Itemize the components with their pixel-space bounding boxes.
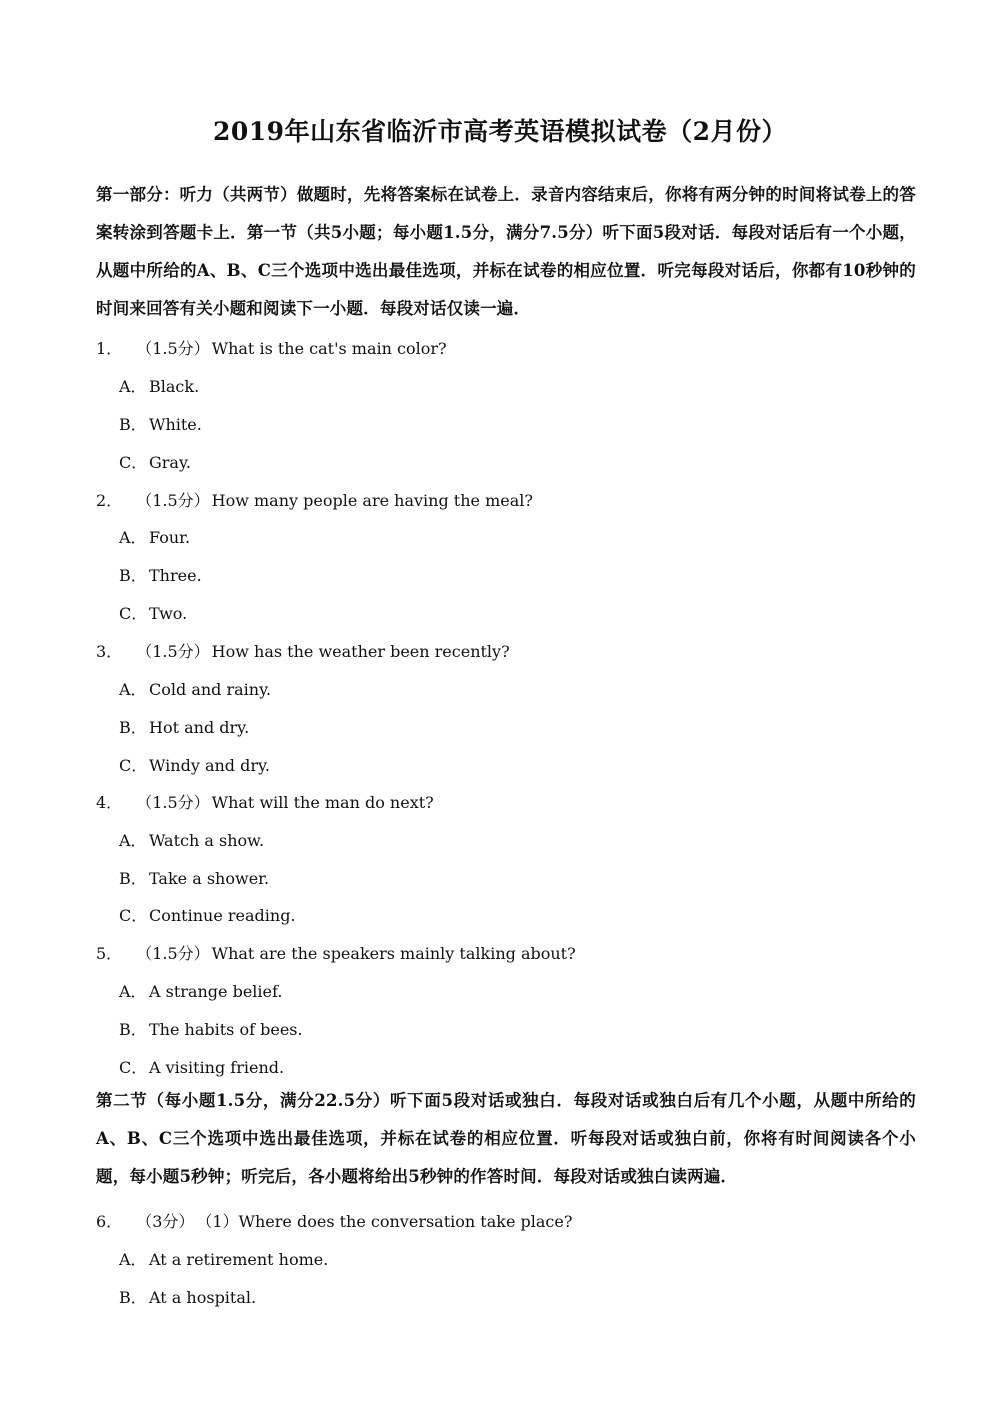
option-text: The habits of bees.: [149, 1020, 303, 1039]
question-score: （1.5分）: [136, 491, 210, 510]
option-text: Watch a show.: [149, 831, 265, 850]
question-stem: What are the speakers mainly talking about?: [211, 944, 576, 963]
question-2-option-b: [119, 563, 202, 586]
question-1-option-a: [119, 374, 199, 397]
question-4-option-c: [119, 903, 296, 926]
question-4-option-a: [119, 828, 264, 851]
option-letter: A．: [119, 528, 147, 547]
question-stem: （1）Where does the conversation take place?: [196, 1212, 573, 1231]
option-letter: A．: [119, 680, 147, 699]
question-stem: What is the cat's main color?: [211, 339, 447, 358]
question-score: （1.5分）: [136, 944, 210, 963]
question-5-option-a: [119, 979, 282, 1002]
option-text: Two.: [149, 604, 188, 623]
option-text: Windy and dry.: [149, 756, 271, 775]
option-text: Hot and dry.: [149, 718, 250, 737]
option-letter: B．: [119, 415, 147, 434]
question-number: 1．: [96, 339, 123, 358]
question-number: 5．: [96, 944, 123, 963]
section2-instructions-text: 第二节（每小题1.5分，满分22.5分）听下面5段对话或独白．每段对话或独白后有几个小题，从题中所给的A、B、C三个选项中选出最佳选项，并标在试卷的相应位置．听每段对话或独白前，你将有时间阅读各个小题，每小题5秒钟；听完后，各小题将给出5秒钟的作答时间．每段对话或独白读两遍．: [96, 1091, 916, 1186]
section1-instructions-text: 第一部分：听力（共两节）做题时，先将答案标在试卷上．录音内容结束后，你将有两分钟的时间将试卷上的答案转涂到答题卡上．第一节（共5小题；每小题1.5分，满分7.5分）听下面5段对话．每段对话后有一个小题，从题中所给的A、B、C三个选项中选出最佳选项，并标在试卷的相应位置．听完每段对话后，你都有10秒钟的时间来回答有关小题和阅读下一小题．每段对话仅读一遍．: [96, 185, 916, 318]
question-number: 6．: [96, 1212, 123, 1231]
option-letter: A．: [119, 377, 147, 396]
option-text: A visiting friend.: [149, 1058, 285, 1077]
question-number: 3．: [96, 642, 123, 661]
question-score: （1.5分）: [136, 339, 210, 358]
option-letter: A．: [119, 982, 147, 1001]
question-6-option-a: [119, 1247, 328, 1270]
option-letter: B．: [119, 566, 147, 585]
question-score: （3分）: [136, 1212, 195, 1231]
option-letter: A．: [119, 831, 147, 850]
question-2: [96, 488, 533, 511]
option-letter: C．: [119, 604, 148, 623]
section2-instructions: [96, 1082, 916, 1196]
question-4: [96, 790, 434, 813]
question-3-option-b: [119, 715, 249, 738]
question-2-option-c: [119, 601, 187, 624]
question-stem: How has the weather been recently?: [211, 642, 510, 661]
option-letter: B．: [119, 1020, 147, 1039]
question-5-option-b: [119, 1017, 303, 1040]
option-letter: A．: [119, 1250, 147, 1269]
question-2-option-a: [119, 525, 190, 548]
option-text: Three.: [149, 566, 202, 585]
option-letter: B．: [119, 718, 147, 737]
option-text: Black.: [149, 377, 200, 396]
option-letter: C．: [119, 453, 148, 472]
option-text: Gray.: [149, 453, 191, 472]
question-1-option-b: [119, 412, 202, 435]
question-3: [96, 639, 510, 662]
option-text: A strange belief.: [149, 982, 283, 1001]
question-stem: What will the man do next?: [211, 793, 434, 812]
question-6-option-b: [119, 1285, 256, 1308]
option-letter: C．: [119, 1058, 148, 1077]
option-letter: C．: [119, 906, 148, 925]
option-text: Four.: [149, 528, 191, 547]
option-letter: C．: [119, 756, 148, 775]
question-number: 4．: [96, 793, 123, 812]
option-text: Cold and rainy.: [149, 680, 272, 699]
option-text: White.: [149, 415, 202, 434]
option-letter: B．: [119, 1288, 147, 1307]
option-text: At a hospital.: [149, 1288, 257, 1307]
question-1: [96, 336, 447, 359]
section1-instructions: [96, 176, 916, 328]
question-5-option-c: [119, 1055, 284, 1078]
question-3-option-a: [119, 677, 271, 700]
question-3-option-c: [119, 753, 270, 776]
question-stem: How many people are having the meal?: [211, 491, 533, 510]
page-title: 2019年山东省临沂市高考英语模拟试卷（2月份）: [213, 117, 787, 146]
option-text: At a retirement home.: [149, 1250, 329, 1269]
question-6: [96, 1209, 572, 1232]
question-5: [96, 941, 576, 964]
question-1-option-c: [119, 450, 191, 473]
question-4-option-b: [119, 866, 269, 889]
question-number: 2．: [96, 491, 123, 510]
option-letter: B．: [119, 869, 147, 888]
option-text: Continue reading.: [149, 906, 296, 925]
option-text: Take a shower.: [149, 869, 270, 888]
question-score: （1.5分）: [136, 793, 210, 812]
question-score: （1.5分）: [136, 642, 210, 661]
